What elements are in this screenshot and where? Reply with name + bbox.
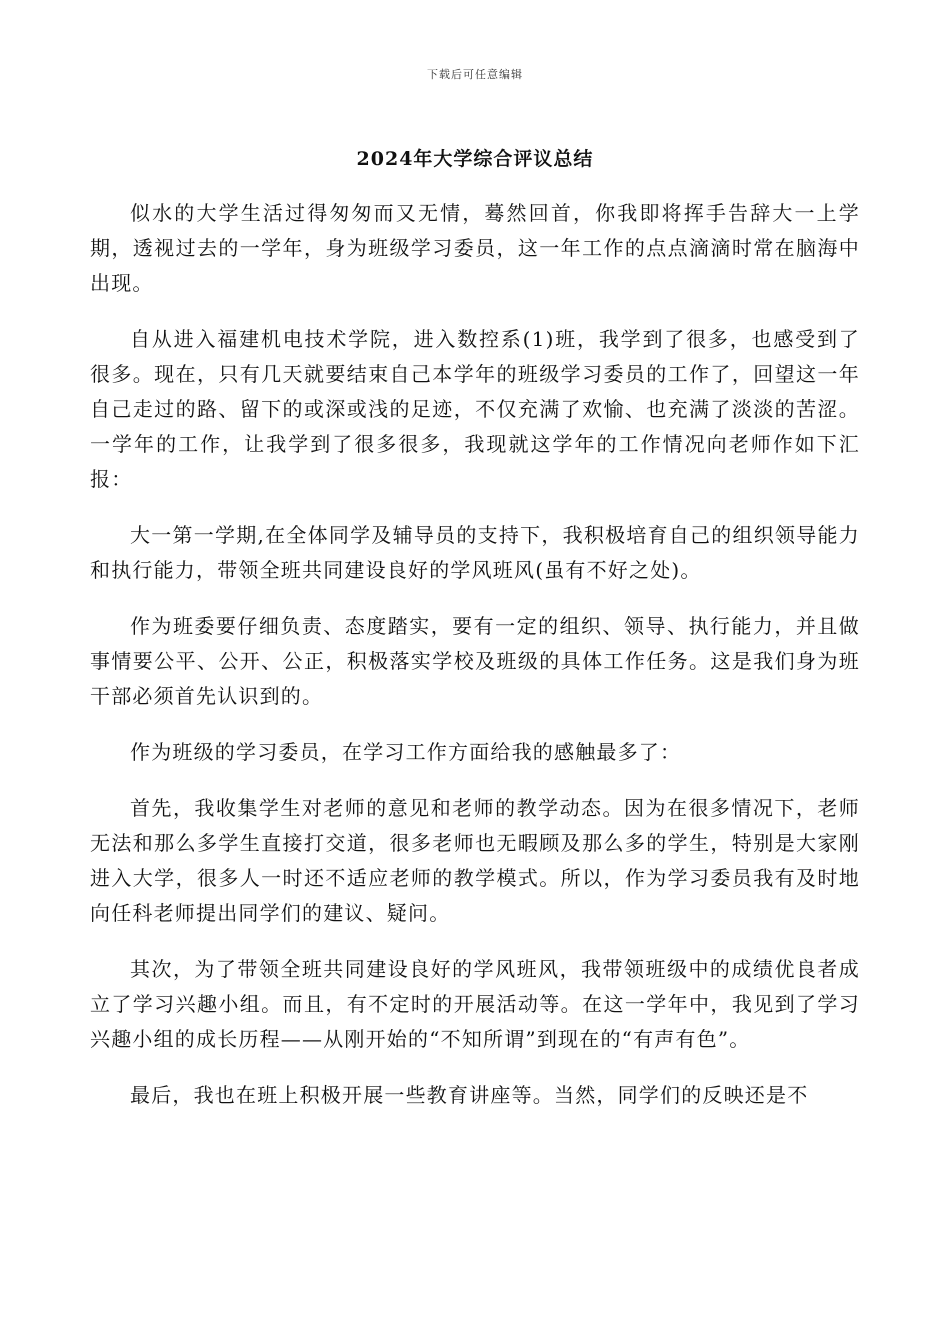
paragraph-1: 似水的大学生活过得匆匆而又无情，蓦然回首，你我即将挥手告辞大一上学期，透视过去的一学年，身为班级学习委员，这一年工作的点点滴滴时常在脑海中出现。 bbox=[90, 201, 860, 295]
paragraph-2: 自从进入福建机电技术学院，进入数控系(1)班，我学到了很多，也感受到了很多。现在，只有几天就要结束自己本学年的班级学习委员的工作了，回望这一年自己走过的路、留下的或深或浅的足迹，不仅充满了欢愉、也充满了淡淡的苦涩。一学年的工作，让我学到了很多很多，我现就这学年的工作情况向老师作如下汇报： bbox=[90, 327, 860, 491]
paragraph-8: 最后，我也在班上积极开展一些教育讲座等。当然，同学们的反映还是不 bbox=[130, 1083, 809, 1107]
paragraph-3: 大一第一学期,在全体同学及辅导员的支持下，我积极培育自己的组织领导能力和执行能力，带领全班共同建设良好的学风班风(虽有不好之处)。 bbox=[90, 523, 860, 582]
paragraph-5: 作为班级的学习委员，在学习工作方面给我的感触最多了： bbox=[130, 740, 682, 764]
document-title: 2024年大学综合评议总结 bbox=[356, 148, 594, 170]
paragraph-6: 首先，我收集学生对老师的意见和老师的教学动态。因为在很多情况下，老师无法和那么多学生直接打交道，很多老师也无暇顾及那么多的学生，特别是大家刚进入大学，很多人一时还不适应老师的教学模式。所以，作为学习委员我有及时地向任科老师提出同学们的建议、疑问。 bbox=[90, 796, 860, 925]
paragraph-7: 其次，为了带领全班共同建设良好的学风班风，我带领班级中的成绩优良者成立了学习兴趣小组。而且，有不定时的开展活动等。在这一学年中，我见到了学习兴趣小组的成长历程——从刚开始的“不知所谓”到现在的“有声有色”。 bbox=[90, 957, 860, 1051]
document-body bbox=[90, 196, 860, 1134]
header-note: 下载后可任意编辑 bbox=[427, 68, 523, 81]
paragraph-4: 作为班委要仔细负责、态度踏实，要有一定的组织、领导、执行能力，并且做事情要公平、公开、公正，积极落实学校及班级的具体工作任务。这是我们身为班干部必须首先认识到的。 bbox=[90, 614, 860, 708]
